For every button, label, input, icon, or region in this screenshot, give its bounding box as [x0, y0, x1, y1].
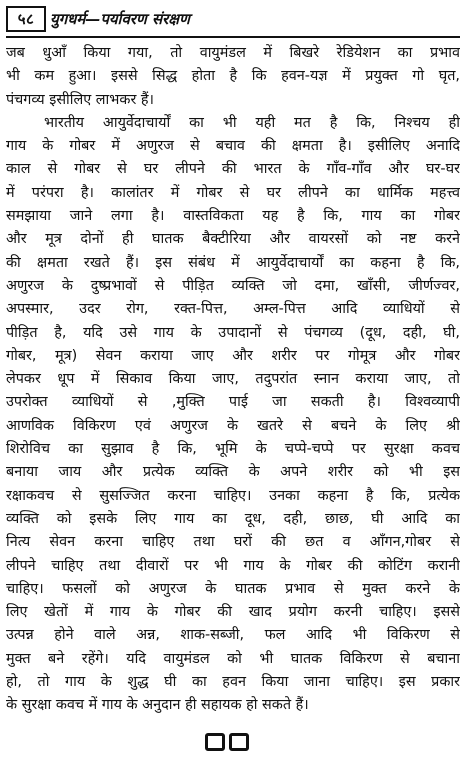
- text-line: शिरोविच का सुझाव है कि, भूमि के चप्पे-चप्पे पर सुरक्षा कवच: [6, 441, 460, 458]
- text-line: अपस्मार, उदर रोग, रक्त-पित्त, अम्ल-पित्त आदि व्याधियों से: [6, 301, 460, 318]
- paragraph: [6, 42, 460, 112]
- text-line: नित्य सेवन करना चाहिए तथा घरों की छत व आँगन,गोबर से: [6, 534, 460, 551]
- text-line: काल से गोबर से घर लीपने की भारत के गाँव-गाँव और घर-घर: [6, 161, 460, 178]
- running-title: युगधर्म—पर्यावरण संरक्षण: [50, 10, 190, 28]
- text-line: अणुरज के दुष्प्रभावों से पीड़ित व्यक्ति जो दमा, खाँसी, जीर्णज्वर,: [6, 277, 460, 294]
- end-mark-icon: [229, 733, 249, 751]
- text-line: भी कम हुआ। इससे सिद्ध होता है कि हवन-यज्ञ में प्रयुक्त गो घृत,: [6, 68, 460, 85]
- text-line: चाहिए। फसलों को अणुरज के घातक प्रभाव से मुक्त करने के: [6, 580, 460, 597]
- text-line: लीपने चाहिए तथा दीवारों पर भी गाय के गोबर की कोटिंग करानी: [6, 557, 460, 574]
- text-line: उत्पन्न होने वाले अन्न, शाक-सब्जी, फल आदि भी विकिरण से: [6, 627, 460, 644]
- text-line: में परंपरा है। कालांतर में गोबर से घर लीपने का धार्मिक महत्त्व: [6, 184, 460, 201]
- text-line: के सुरक्षा कवच में गाय के अनुदान ही सहायक हो सकते हैं।: [6, 697, 309, 714]
- text-line: गोबर, मूत्र) सेवन कराया जाए और शरीर पर गोमूत्र और गोबर: [6, 347, 460, 364]
- text-line: आणविक विकिरण एवं अणुरज के खतरे से बचने के लिए श्री: [6, 417, 460, 434]
- text-line: गाय के गोबर में अणुरज से बचाव की क्षमता है। इसीलिए अनादि: [6, 138, 460, 155]
- text-line: व्यक्ति को इसके लिए गाय का दूध, दही, छाछ, घी आदि का: [6, 510, 460, 527]
- page-header: [6, 6, 460, 34]
- text-line: जब धुआँ किया गया, तो वायुमंडल में बिखरे रेडियेशन का प्रभाव: [6, 45, 460, 61]
- page-number: ५८: [6, 6, 46, 32]
- text-line: भारतीय आयुर्वेदाचार्यों का भी यही मत है कि, निश्चय ही: [44, 114, 460, 131]
- text-line: समझाया जाने लगा है। वास्तविकता यह है कि, गाय का गोबर: [6, 208, 460, 225]
- text-line: रक्षाकवच से सुसज्जित करना चाहिए। उनका कहना है कि, प्रत्येक: [6, 487, 460, 504]
- text-line: बनाया जाय और प्रत्येक व्यक्ति के अपने शरीर को भी इस: [6, 464, 460, 481]
- text-line: उपरोक्त व्याधियों से ,मुक्ति पाई जा सकती है। विश्वव्यापी: [6, 394, 460, 411]
- text-line: पंचगव्य इसीलिए लाभकर हैं।: [6, 91, 155, 108]
- text-line: लिए खेतों में गाय के गोबर की खाद प्रयोग करनी चाहिए। इससे: [6, 604, 460, 621]
- text-line: की क्षमता रखते हैं। इस संबंध में आयुर्वेदाचार्यों का कहना है कि,: [6, 254, 460, 271]
- text-line: लेपकर धूप में सिकाव किया जाए, तदुपरांत स्नान कराया जाए, तो: [6, 371, 460, 388]
- body-text: [6, 42, 460, 718]
- text-line: पीड़ित है, यदि उसे गाय के उपादानों से पंचगव्य (दूध, दही, घी,: [6, 324, 460, 341]
- end-mark-icon: [205, 733, 225, 751]
- paragraph: [6, 112, 460, 718]
- text-line: मुक्त बने रहेंगे। यदि वायुमंडल को भी घातक विकिरण से बचाना: [6, 650, 460, 667]
- text-line: और मूत्र दोनों ही घातक बैक्टीरिया और वायरसों को नष्ट करने: [6, 231, 460, 248]
- text-line: हो, तो गाय के शुद्ध घी का हवन किया जाना चाहिए। इस प्रकार: [6, 674, 460, 691]
- section-end-marks: [205, 733, 249, 751]
- header-divider: [6, 36, 460, 38]
